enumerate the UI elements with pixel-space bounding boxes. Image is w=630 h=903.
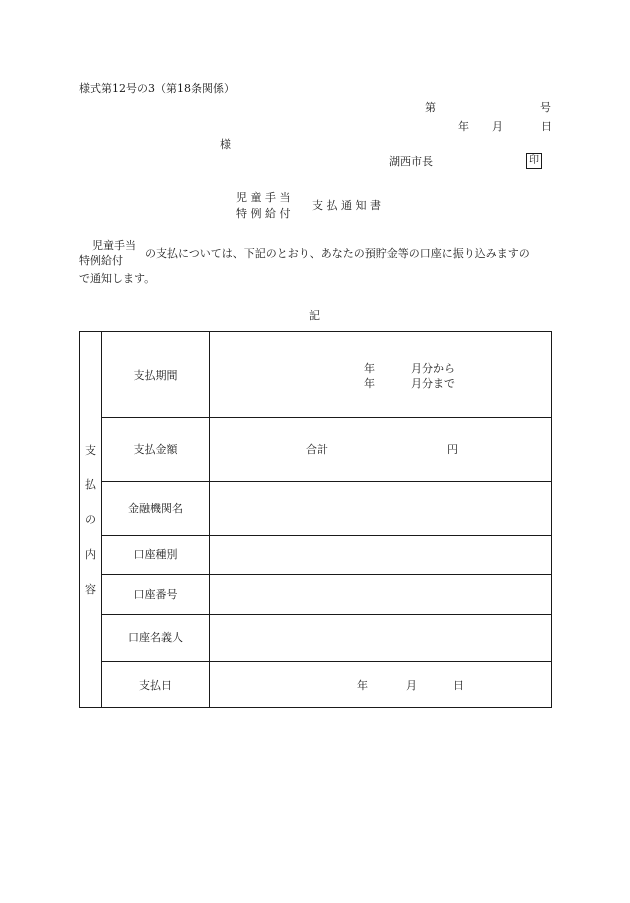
title-main: 支 払 通 知 書 [312,199,381,212]
period-from-text: 月分から [411,362,455,375]
issuer-name: 湖西市長 [389,155,433,168]
period-to-text: 月分まで [411,377,455,390]
date-day: 日 [541,120,552,133]
date-year: 年 [458,120,469,133]
row-divider [101,417,551,418]
body-line2: で通知します。 [79,272,156,285]
account-number-label: 口座番号 [133,588,178,601]
period-year-from: 年 [364,362,375,375]
form-number: 様式第12号の3（第18条関係） [79,82,235,95]
amount-total-label: 合計 [306,443,328,456]
addressee-suffix: 様 [220,138,231,151]
title-stack-line1: 児 童 手 当 [236,191,291,204]
account-holder-label: 口座名義人 [128,631,183,644]
side-label-char: 内 [85,548,96,561]
table-divider-side [101,332,102,707]
pay-date-day: 日 [453,679,464,692]
seal-mark: 印 [526,153,542,169]
period-year-to: 年 [364,377,375,390]
row-divider [101,481,551,482]
account-type-label: 口座種別 [133,548,178,561]
side-label [80,332,101,707]
side-label-char: の [85,513,96,526]
bank-label: 金融機関名 [128,502,183,515]
body-line1: の支払については、下記のとおり、あなたの預貯金等の口座に振り込みますの [145,247,530,260]
amount-label: 支払金額 [133,443,178,456]
pay-date-label: 支払日 [139,679,172,692]
amount-unit: 円 [447,443,458,456]
body-stack-line2: 特例給付 [79,254,123,267]
row-divider [101,614,551,615]
date-month: 月 [492,120,503,133]
row-divider [101,661,551,662]
doc-number-suffix: 号 [540,101,551,114]
side-label-char: 支 [85,444,96,457]
table-divider-label [209,332,210,707]
period-label: 支払期間 [133,369,178,382]
row-divider [101,574,551,575]
side-label-char: 容 [85,583,96,596]
title-stack-line2: 特 例 給 付 [236,207,291,220]
ki-heading: 記 [309,309,320,322]
payment-details-table [79,331,552,708]
pay-date-year: 年 [357,679,368,692]
pay-date-month: 月 [406,679,417,692]
doc-number-prefix: 第 [425,101,436,114]
side-label-char: 払 [85,478,96,491]
row-divider [101,535,551,536]
body-stack-line1: 児童手当 [92,239,136,252]
